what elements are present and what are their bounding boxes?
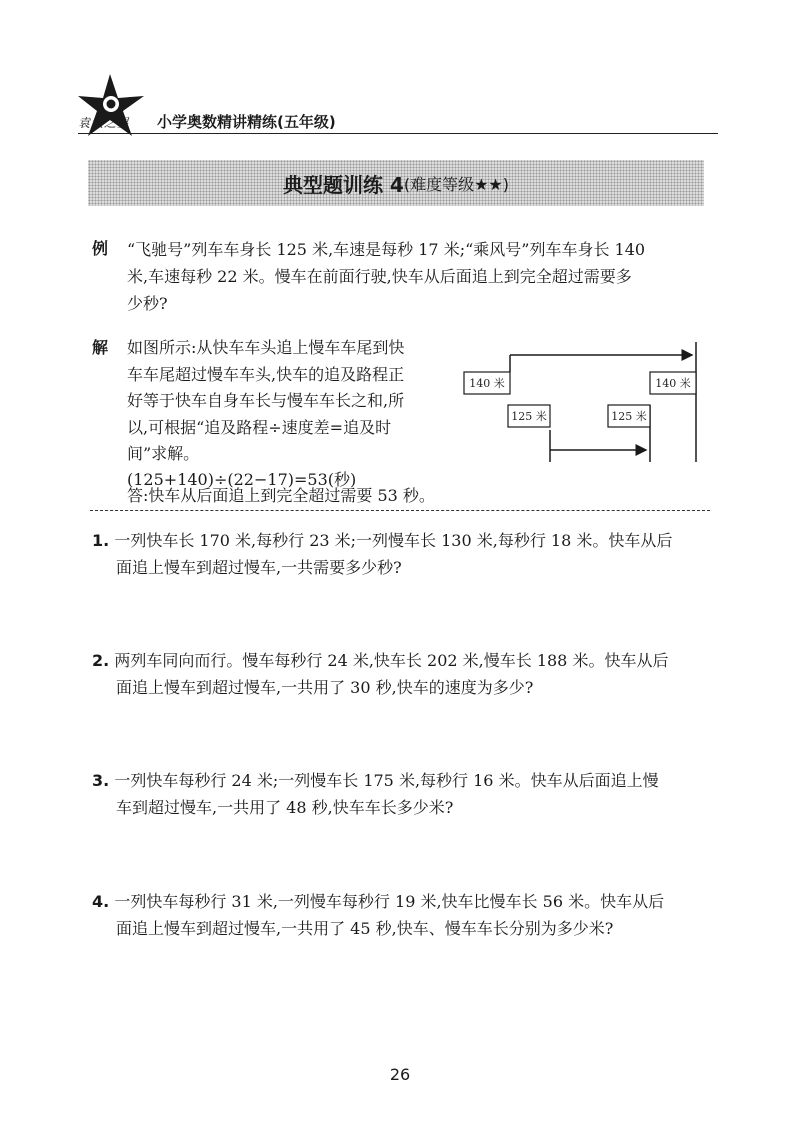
section-title: 典型题训练 4 — [282, 172, 404, 197]
question-line: 一列快车长 170 米,每秒行 23 米;一列慢车长 130 米,每秒行 18 米。快车从后 — [114, 531, 673, 550]
question-2 — [92, 647, 712, 701]
question-line: 面追上慢车到超过慢车,一共用了 30 秒,快车的速度为多少? — [116, 678, 534, 697]
solution-label: 解 — [92, 338, 109, 357]
solution-text — [127, 335, 462, 468]
question-line: 一列快车每秒行 31 米,一列慢车每秒行 19 米,快车比慢车长 56 米。快车从后 — [114, 892, 665, 911]
question-line: 面追上慢车到超过慢车,一共用了 45 秒,快车、慢车车长分别为多少米? — [116, 919, 614, 938]
example-label: 例 — [92, 239, 109, 258]
difficulty-level: (难度等级★★) — [403, 174, 510, 194]
question-number: 2. — [92, 651, 110, 670]
diagram-label: 140 米 — [655, 377, 691, 390]
logo-text: 袁大之星 — [78, 116, 131, 130]
example-line: “飞驰号”列车车身长 125 米,车速是每秒 17 米;“乘风号”列车车身长 140 — [127, 240, 646, 259]
solution-line: 好等于快车自身车长与慢车车长之和,所 — [127, 391, 405, 410]
header-divider — [78, 133, 718, 134]
question-3 — [92, 767, 712, 821]
dashed-divider — [90, 510, 710, 511]
question-line: 两列车同向而行。慢车每秒行 24 米,快车长 202 米,慢车长 188 米。快车从后 — [114, 651, 669, 670]
question-number: 1. — [92, 531, 110, 550]
solution-formula: (125+140)÷(22−17)=53(秒) — [127, 470, 357, 489]
question-4 — [92, 888, 712, 942]
question-number: 3. — [92, 771, 110, 790]
solution-line: 以,可根据“追及路程÷速度差=追及时 — [127, 417, 392, 437]
pursuit-diagram — [460, 340, 710, 470]
solution-answer: 答:快车从后面追上到完全超过需要 53 秒。 — [127, 486, 435, 505]
question-line: 车到超过慢车,一共用了 48 秒,快车车长多少米? — [116, 798, 454, 817]
example-text — [127, 236, 707, 317]
solution-line: 车车尾超过慢车车头,快车的追及路程正 — [127, 364, 405, 384]
section-banner — [88, 160, 704, 206]
diagram-label: 140 米 — [469, 377, 505, 390]
solution-line: 间”求解。 — [127, 444, 200, 463]
question-1 — [92, 527, 712, 581]
page-number: 26 — [389, 1065, 411, 1084]
question-line: 面追上慢车到超过慢车,一共需要多少秒? — [116, 558, 402, 577]
question-number: 4. — [92, 892, 110, 911]
question-line: 一列快车每秒行 24 米;一列慢车长 175 米,每秒行 16 米。快车从后面追上慢 — [114, 771, 659, 790]
solution-line: 如图所示:从快车车头追上慢车车尾到快 — [127, 338, 405, 357]
diagram-label: 125 米 — [611, 410, 647, 423]
example-line: 米,车速每秒 22 米。慢车在前面行驶,快车从后面追上到完全超过需要多 — [127, 267, 632, 286]
book-title: 小学奥数精讲精练(五年级) — [157, 113, 336, 131]
diagram-label: 125 米 — [511, 410, 547, 423]
example-line: 少秒? — [127, 294, 168, 313]
